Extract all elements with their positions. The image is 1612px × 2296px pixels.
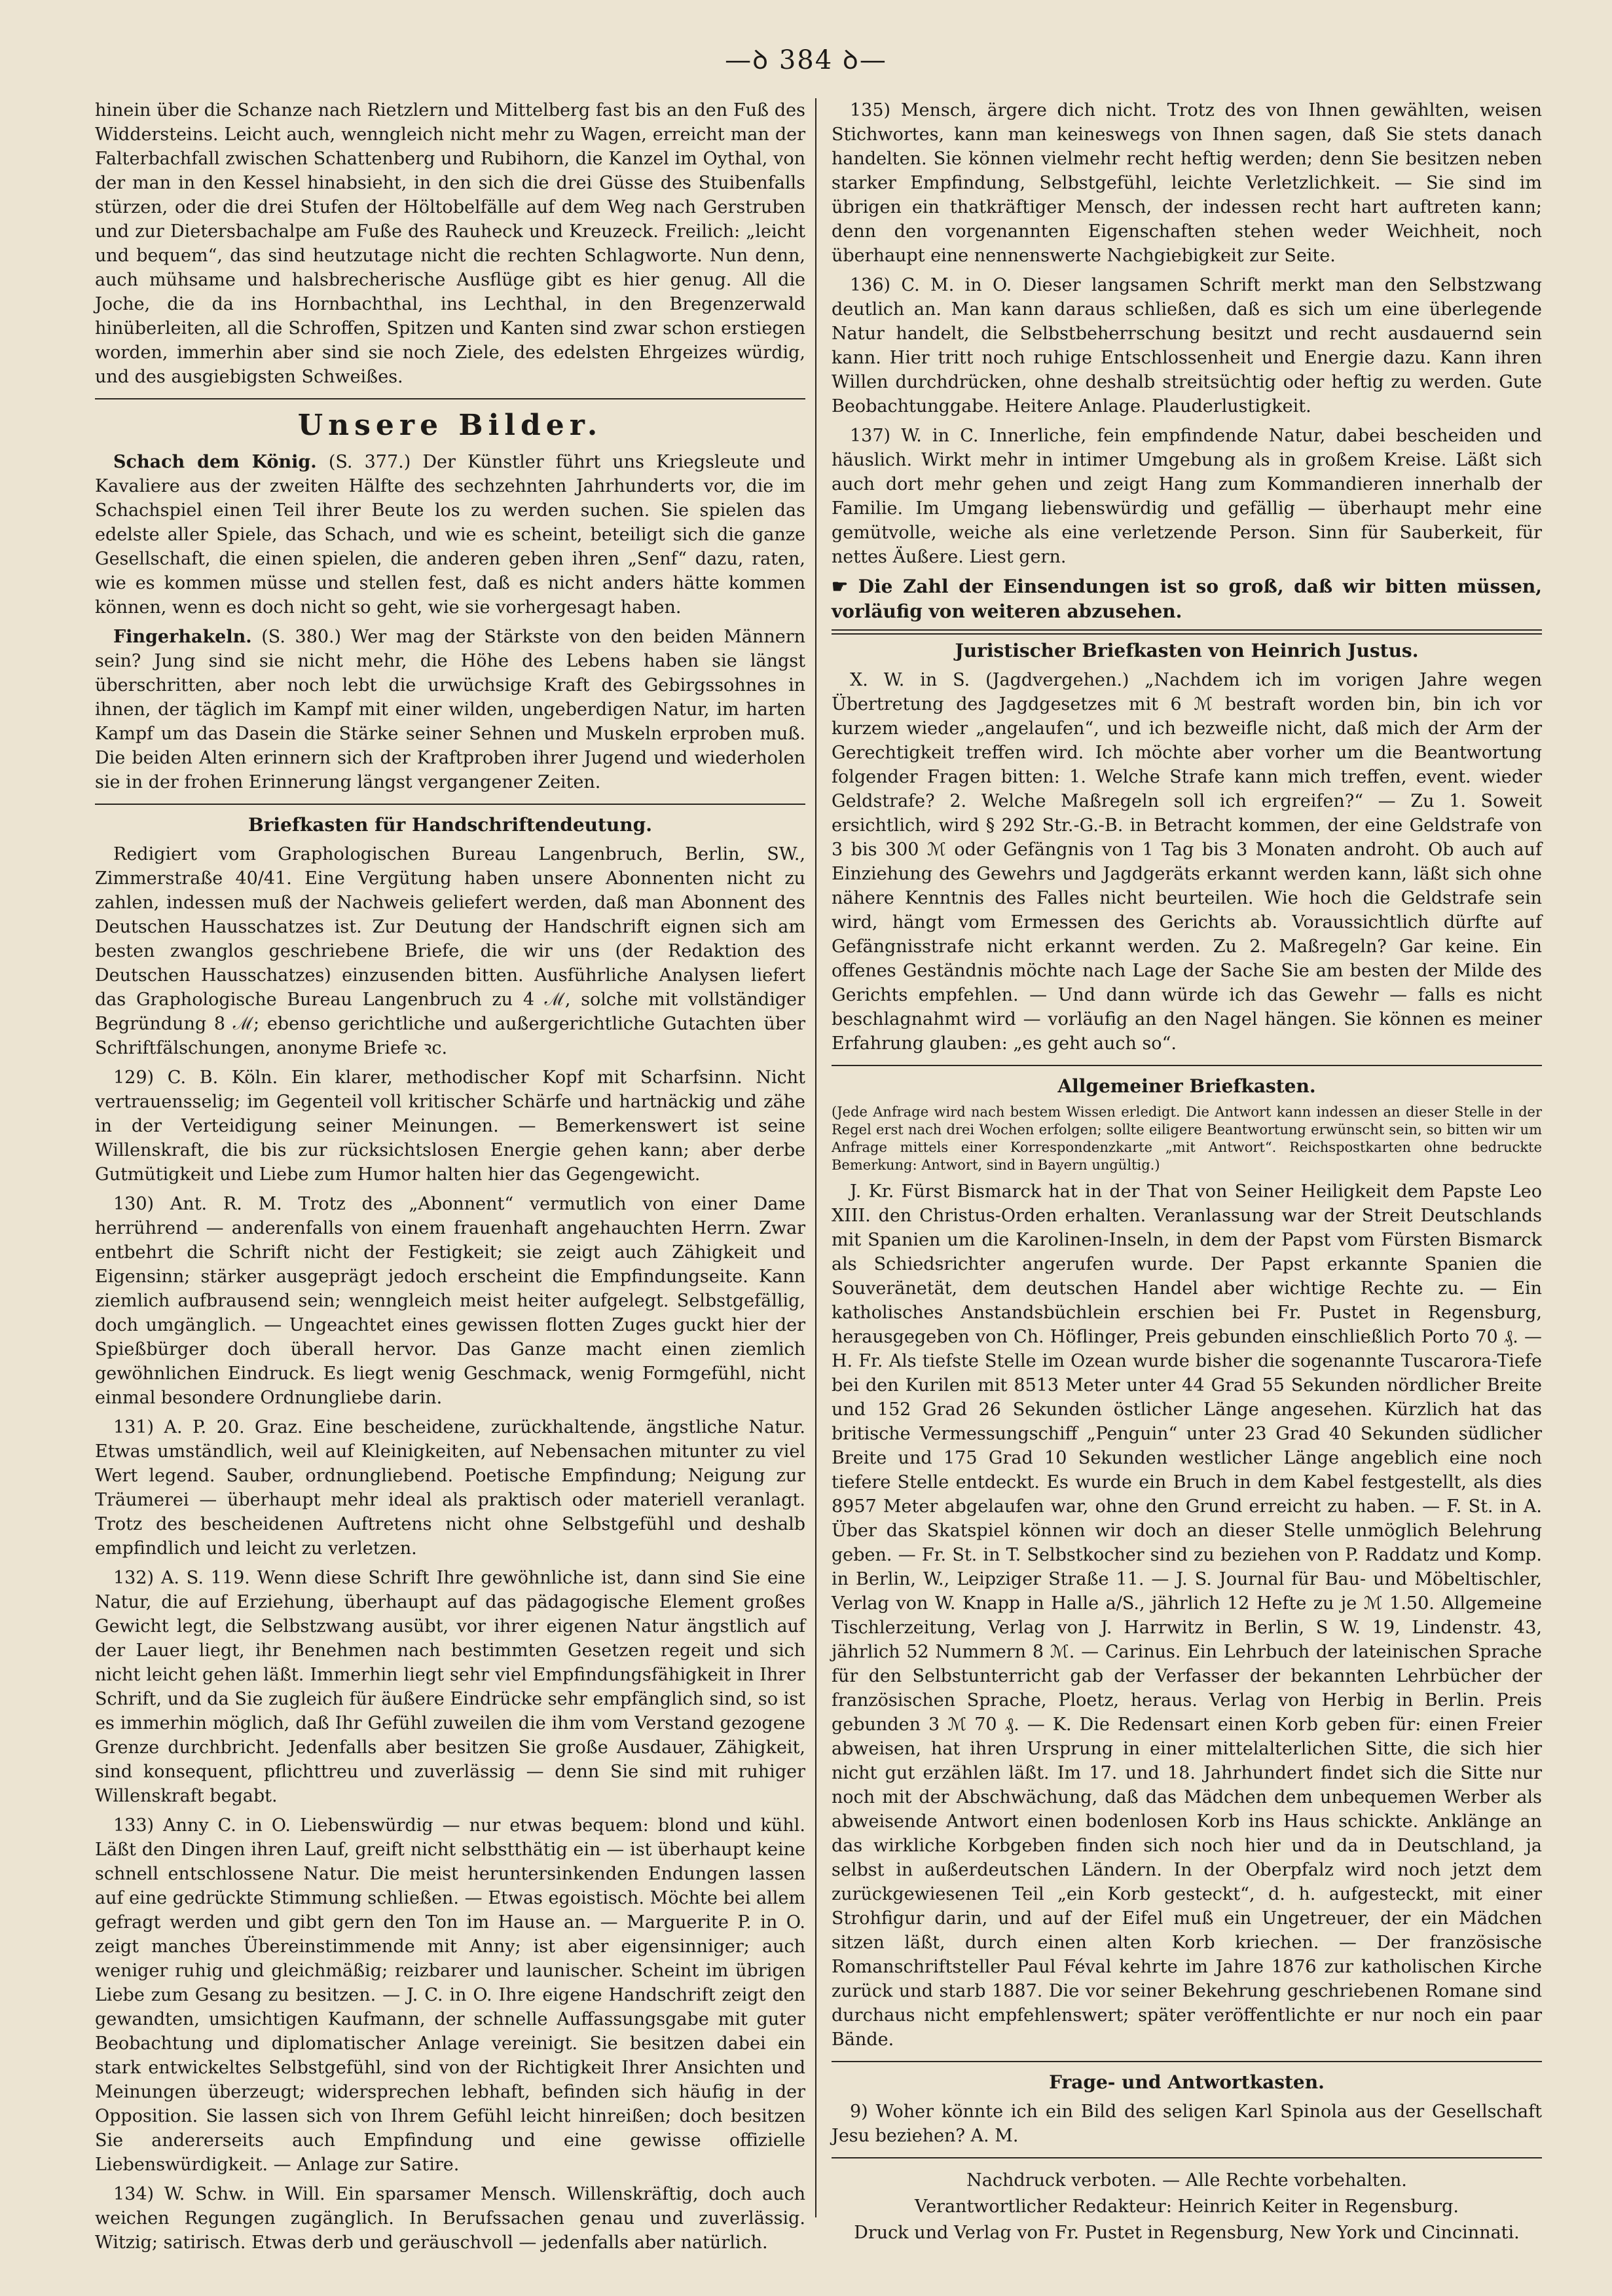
page-number: —ꝺ 384 ꝺ— — [725, 45, 887, 75]
jur-entry: X. W. in S. (Jagdvergehen.) „Nachdem ich im vorigen Jahre wegen Übertretung des Jagdgesetzes mit 6 ℳ bestraft worden bin, bin ich vor kurzem wieder „angelaufen“, und ich bezweifle nicht, daß mich der Arm der Gerechtigkeit treffen wird. Ich möchte aber vorher um die Beantwortung folgender Fragen bitten: 1. Welche Strafe kann mich treffen, event. wieder Geldstrafe? 2. Welche Maßregeln soll ich ergreifen?“ — Zu 1. Soweit ersichtlich, wird § 292 Str.-G.-B. in Betracht kommen, der eine Geldstrafe von 3 bis 300 ℳ oder Gefängnis von 1 Tag bis 3 Monaten androht. Ob auch auf Einziehung des Gewehrs und Jagdgeräts erkannt werden kann, läßt sich ohne nähere Kenntnis des Falles nicht beurteilen. Wie hoch die Geldstrafe sein wird, hängt vom Ermessen des Gerichts ab. Voraussichtlich dürfte auf Gefängnisstrafe nicht erkannt werden. Zu 2. Maßregeln? Gar keine. Ein offenes Geständnis möchte nach Lage der Sache Sie am besten der Milde des Gerichts empfehlen. — Und dann würde ich das Gewehr — falls es nicht beschlagnahmt wird — vorläufig an den Nagel hängen. Sie können es meiner Erfahrung glauben: „es geht auch so“. — [832, 670, 1542, 1054]
divider — [832, 629, 1542, 631]
divider — [95, 804, 805, 805]
divider — [832, 633, 1542, 635]
finger-title: Fingerhakeln. — [113, 627, 252, 647]
divider — [832, 2157, 1542, 2158]
notice: ☛ Die Zahl der Einsendungen ist so groß, daß wir bitten müssen, vorläufig von weiteren abzusehen. — [832, 576, 1542, 622]
section-title-frage: Frage- und Antwortkasten. — [1049, 2071, 1325, 2093]
entry-135: 135) Mensch, ärgere dich nicht. Trotz des von Ihnen gewählten, weisen Stichwortes, kann man keineswegs von Ihnen sagen, daß Sie stets danach handelten. Sie können vielmehr recht heftig werden; denn Sie besitzen neben starker Empfindung, Selbstgefühl, leichte Verletzlichkeit. — Sie sind im übrigen ein thatkräftiger Mensch, der indessen recht hart auftreten kann; denn den vorgenannten Eigenschaften stehen weder Weichheit, noch überhaupt eine nennenswerte Nachgiebigkeit zur Seite. — [832, 100, 1542, 266]
schach-paragraph — [95, 450, 805, 620]
allg-entries: J. Kr. Fürst Bismarck hat in der That von Seiner Heiligkeit dem Papste Leo XIII. den Christus-Orden erhalten. Veranlassung war der Streit Deutschlands mit Spanien um die Karolinen-Inseln, in dem der Papst vom Fürsten Bismarck als Schiedsrichter angerufen wurde. Der Papst erkannte Spanien die Souveränetät, dem deutschen Handel aber wichtige Rechte zu. — Ein katholisches Anstandsbüchlein erschien bei Fr. Pustet in Regensburg, herausgegeben von Ch. Höflinger, Preis gebunden einschließlich Porto 70 ₰. — H. Fr. Als tiefste Stelle im Ozean wurde bisher die sogenannte Tuscarora-Tiefe bei den Kurilen mit 8513 Meter unter 44 Grad 55 Sekunden nördlicher Breite und 152 Grad 26 Sekunden östlicher Länge angesehen. Kürzlich hat das britische Vermessungschiff „Penguin“ unter 23 Grad 40 Sekunden südlicher Breite und 175 Grad 10 Sekunden westlicher Länge angeblich eine noch tiefere Stelle entdeckt. Es wurde ein Bruch in dem Kabel festgestellt, als dies 8957 Meter abgelaufen war, ohne den Grund erreicht zu haben. — F. St. in A. Über das Skatspiel können wir doch an dieser Stelle unmöglich Belehrung geben. — Fr. St. in T. Selbstkocher sind zu beziehen von P. Raddatz und Komp. in Berlin, W., Leipziger Straße 11. — J. S. Journal für Bau- und Möbeltischler, Verlag von W. Knapp in Halle a/S., jährlich 12 Hefte zu je ℳ 1.50. Allgemeine Tischlerzeitung, Verlag von J. Harrwitz in Berlin, S W. 19, Lindenstr. 43, jährlich 52 Nummern 8 ℳ. — Carinus. Ein Lehrbuch der lateinischen Sprache für den Selbstunterricht gab der Verfasser der bekannten Lehrbücher der französischen Sprache, Ploetz, heraus. Verlag von Herbig in Berlin. Preis gebunden 3 ℳ 70 ₰. — K. Die Redensart einen Korb geben für: einen Freier abweisen, hat ihren Ursprung in einer mittelalterlichen Sitte, die sich hier nicht gut erzählen läßt. Im 17. und 18. Jahrhundert findet sich die Sitte nur noch mit der Abschwächung, daß das Mädchen dem unbequemen Werber als abweisende Antwort einen bodenlosen Korb ins Haus schickte. Anklänge an das wirkliche Korbgeben finden sich noch hier und da in Deutschland, ja selbst in außerdeutschen Ländern. In der Oberpfalz wird noch jetzt dem zurückgewiesenen Teil „ein Korb gesteckt“, d. h. aufgesteckt, mit einer Strohfigur darin, und auf der Eifel muß ein Ungetreuer, der ein Mädchen sitzen läßt, durch einen alten Korb kriechen. — Der französische Romanschriftsteller Paul Féval kehrte im Jahre 1876 zur katholischen Kirche zurück und starb 1887. Die vor seiner Bekehrung geschriebenen Romane sind durchaus nicht empfehlenswert; später veröffentlichte er nur noch ein paar Bände. — [832, 1181, 1542, 2050]
entry-133: 133) Anny C. in O. Liebenswürdig — nur etwas bequem: blond und kühl. Läßt den Dingen ihren Lauf, greift nicht selbstthätig ein — ist überhaupt keine schnell entschlossene Natur. Die meist heruntersinkenden Endungen lassen auf eine gedrückte Stimmung schließen. — Etwas egoistisch. Möchte bei allem gefragt werden und gibt gern den Ton im Hause an. — Marguerite P. in O. zeigt manches Übereinstimmende mit Anny; ist aber eigensinniger; auch weniger ruhig und gleichmäßig; reizbarer und launischer. Scheint im übrigen Liebe zum Gesang zu besitzen. — J. C. in O. Ihre eigene Handschrift zeigt den gewandten, umsichtigen Kaufmann, der schnelle Auffassungsgabe mit guter Beobachtung und diplomatischer Anlage vereinigt. Sie besitzen dabei ein stark entwickeltes Selbstgefühl, sind von der Richtigkeit Ihrer Ansichten und Meinungen überzeugt; widersprechen lebhaft, befinden sich häufig in der Opposition. Sie lassen sich von Ihrem Gefühl leicht hinreißen; doch besitzen Sie andererseits auch Empfindung und eine gewisse offizielle Liebenswürdigkeit. — Anlage zur Satire. — [95, 1815, 805, 2175]
entry-132: 132) A. S. 119. Wenn diese Schrift Ihre gewöhnliche ist, dann sind Sie eine Natur, die auf Erziehung, überhaupt auf das pädagogische Element großes Gewicht legt, die Selbstzwang ausübt, vor ihrer eigenen Natur ängstlich auf der Lauer liegt, ihr Benehmen nach bestimmten Gesetzen regeit und sich nicht leicht gehen läßt. Immerhin liegt sehr viel Empfindungsfähigkeit in Ihrer Schrift, und da Sie zugleich für äußere Eindrücke sehr empfänglich sind, so ist es immerhin möglich, daß Ihr Gefühl zuweilen die ihm vom Verstand gezogene Grenze durchbricht. Jedenfalls aber besitzen Sie große Ausdauer, Zähigkeit, sind konsequent, pflichttreu und zuverlässig — denn Sie sind mit ruhiger Willenskraft begabt. — [95, 1568, 805, 1806]
section-title-allgemein: Allgemeiner Briefkasten. — [1057, 1075, 1316, 1097]
footer-editor: Verantwortlicher Redakteur: Heinrich Keiter in Regensburg. — [915, 2196, 1459, 2217]
finger-paragraph — [95, 625, 805, 794]
column-divider — [815, 98, 816, 2217]
entry-130: 130) Ant. R. M. Trotz des „Abonnent“ vermutlich von einer Dame herrührend — anderenfalls von einem frauenhaft angehauchten Herrn. Zwar entbehrt die Schrift nicht der Festigkeit; sie zeigt auch Zähigkeit und Eigensinn; stärker ausgeprägt jedoch erscheint die Empfindungseite. Kann ziemlich aufbrausend sein; wenngleich meist heiter aufgelegt. Selbstgefällig, doch umgänglich. — Ungeachtet eines gewissen flotten Zuges guckt hier der Spießbürger doch überall hervor. Das Ganze macht einen ziemlich gewöhnlichen Eindruck. Es liegt wenig Geschmack, wenig Formgefühl, nicht einmal besondere Ordnungliebe darin. — [95, 1194, 805, 1408]
footer-rights: Nachdruck verboten. — Alle Rechte vorbehalten. — [966, 2170, 1407, 2191]
entry-129: 129) C. B. Köln. Ein klarer, methodischer Kopf mit Scharfsinn. Nicht vertrauensselig; im Gegenteil voll kritischer Schärfe und hartnäckig und zähe in der Verteidigung seiner Meinungen. — Bemerkenswert ist seine Willenskraft, die bis zur rücksichtslosen Energie gehen kann; aber derbe Gutmütigkeit und Liebe zum Humor halten hier das Gegengewicht. — [95, 1067, 805, 1185]
left-column — [95, 98, 805, 2260]
travel-paragraph: hinein über die Schanze nach Rietzlern und Mittelberg fast bis an den Fuß des Widdersteins. Leicht auch, wenngleich nicht mehr zu Wagen, erreicht man der Falterbachfall zwischen Schattenberg und Rubihorn, die Kanzel im Oythal, von der man in den Kessel hinabsieht, in den sich die drei Güsse des Stuibenfalls stürzen, oder die drei Stufen der Höltobelfälle auf dem Weg nach Gerstruben und zur Dietersbachalpe am Fuße des Rauheck und Kreuzeck. Freilich: „leicht und bequem“, das sind heutzutage nicht die rechten Schlagworte. Nun denn, auch mühsame und halsbrecherische Ausflüge gibt es hier genug. All die Joche, die da ins Hornbachthal, ins Lechthal, in den Bregenzerwald hinüberleiten, all die Schroffen, Spitzen und Kanten sind zwar schon erstiegen worden, immerhin aber sind sie noch Ziele, des edelsten Ehrgeizes würdig, und des ausgiebigsten Schweißes. — [95, 100, 805, 387]
section-title-unsere-bilder: Unsere Bilder. — [297, 409, 603, 442]
entry-137: 137) W. in C. Innerliche, fein empfindende Natur, dabei bescheiden und häuslich. Wirkt mehr in intimer Umgebung als in großem Kreise. Läßt sich auch dort mehr gehen und zeigt Hang zum Kommandieren innerhalb der Familie. Im Umgang liebenswürdig und gefällig — überhaupt mehr eine gemütvolle, weiche als eine verletzende Person. Sinn für Sauberkeit, für nettes Äußere. Liest gern. — [832, 426, 1542, 567]
divider — [832, 1065, 1542, 1066]
brief-intro: Redigiert vom Graphologischen Bureau Langenbruch, Berlin, SW., Zimmerstraße 40/41. Eine Vergütung haben unsere Abonnenten nicht zu zahlen, indessen muß der Nachweis geliefert werden, daß man Abonnent des Deutschen Hausschatzes ist. Zur Deutung der Handschrift eignen sich am besten zwanglos geschriebene Briefe, die wir uns (der Redaktion des Deutschen Hausschatzes) einzusenden bitten. Ausführliche Analysen liefert das Graphologische Bureau Langenbruch zu 4 ℳ, solche mit vollständiger Begründung 8 ℳ; ebenso gerichtliche und außergerichtliche Gutachten über Schriftfälschungen, anonyme Briefe ꝛc. — [95, 844, 805, 1058]
footer-publisher: Druck und Verlag von Fr. Pustet in Regensburg, New York und Cincinnati. — [854, 2223, 1520, 2243]
entry-134: 134) W. Schw. in Will. Ein sparsamer Mensch. Willenskräftig, doch auch weichen Regungen zugänglich. In Berufssachen genau und zuverlässig. Witzig; satirisch. Etwas derb und geräuschvoll — jedenfalls aber natürlich. — [95, 2184, 805, 2253]
section-title-handschrift: Briefkasten für Handschriftendeutung. — [248, 814, 652, 836]
right-column — [832, 98, 1542, 2246]
allg-note: (Jede Anfrage wird nach bestem Wissen erledigt. Die Antwort kann indessen an dieser Stelle in der Regel erst nach drei Wochen erfolgen; sollte eiligere Beantwortung erwünscht sein, so bitten wir um Anfrage mittels einer Korrespondenzkarte „mit Antwort“. Reichspostkarten ohne bedruckte Bemerkung: Antwort, sind in Bayern ungültig.) — [832, 1104, 1542, 1173]
divider — [95, 398, 805, 399]
divider — [832, 2061, 1542, 2062]
schach-text: (S. 377.) Der Künstler führt uns Kriegsleute und Kavaliere aus der zweiten Hälfte des sechzehnten Jahrhunderts vor, die im Schachspiel einen Teil ihrer Beute los zu werden suchen. Sie spielen das edelste aller Spiele, das Schach, und wie es scheint, beteiligt sich die ganze Gesellschaft, die einen spielen, die anderen geben ihren „Senf“ dazu, raten, wie es kommen müsse und stellen fest, daß es nicht anders hätte kommen können, wenn es doch nicht so geht, wie sie vorhergesagt haben. — [95, 452, 806, 618]
entry-136: 136) C. M. in O. Dieser langsamen Schrift merkt man den Selbstzwang deutlich an. Man kann daraus schließen, daß es sich um eine überlegende Natur handelt, die Selbstbeherrschung besitzt und recht ausdauernd sein kann. Hier tritt noch ruhige Entschlossenheit und Energie dazu. Kann ihren Willen durchdrücken, ohne deshalb streitsüchtig oder heftig zu werden. Gute Beobachtunggabe. Heitere Anlage. Plauderlustigkeit. — [832, 275, 1542, 417]
section-title-juristisch: Juristischer Briefkasten von Heinrich Justus. — [955, 640, 1419, 661]
schach-title: Schach dem König. — [113, 452, 317, 472]
finger-text: (S. 380.) Wer mag der Stärkste von den beiden Männern sein? Jung sind sie nicht mehr, die Höhe des Lebens haben sie längst überschritten, aber noch lebt die urwüchsige Kraft des Gebirgssohnes in ihnen, der täglich im Kampf mit einer wilden, ungeberdigen Natur, im harten Kampf um das Dasein die Stärke seiner Sehnen und Muskeln erproben muß. Die beiden Alten erinnern sich der Kraftproben ihrer Jugend und wiederholen sie in der frohen Erinnerung längst vergangener Zeiten. — [95, 627, 805, 792]
frage-entry: 9) Woher könnte ich ein Bild des seligen Karl Spinola aus der Gesellschaft Jesu beziehen? A. M. — [832, 2102, 1542, 2146]
entry-131: 131) A. P. 20. Graz. Eine bescheidene, zurückhaltende, ängstliche Natur. Etwas umständlich, weil auf Kleinigkeiten, auf Nebensachen mitunter zu viel Wert legend. Sauber, ordnungliebend. Poetische Empfindung; Neigung zur Träumerei — überhaupt mehr ideal als praktisch oder materiell veranlagt. Trotz des bescheidenen Auftretens nicht ohne Selbstgefühl und deshalb empfindlich und leicht zu verletzen. — [95, 1417, 805, 1559]
